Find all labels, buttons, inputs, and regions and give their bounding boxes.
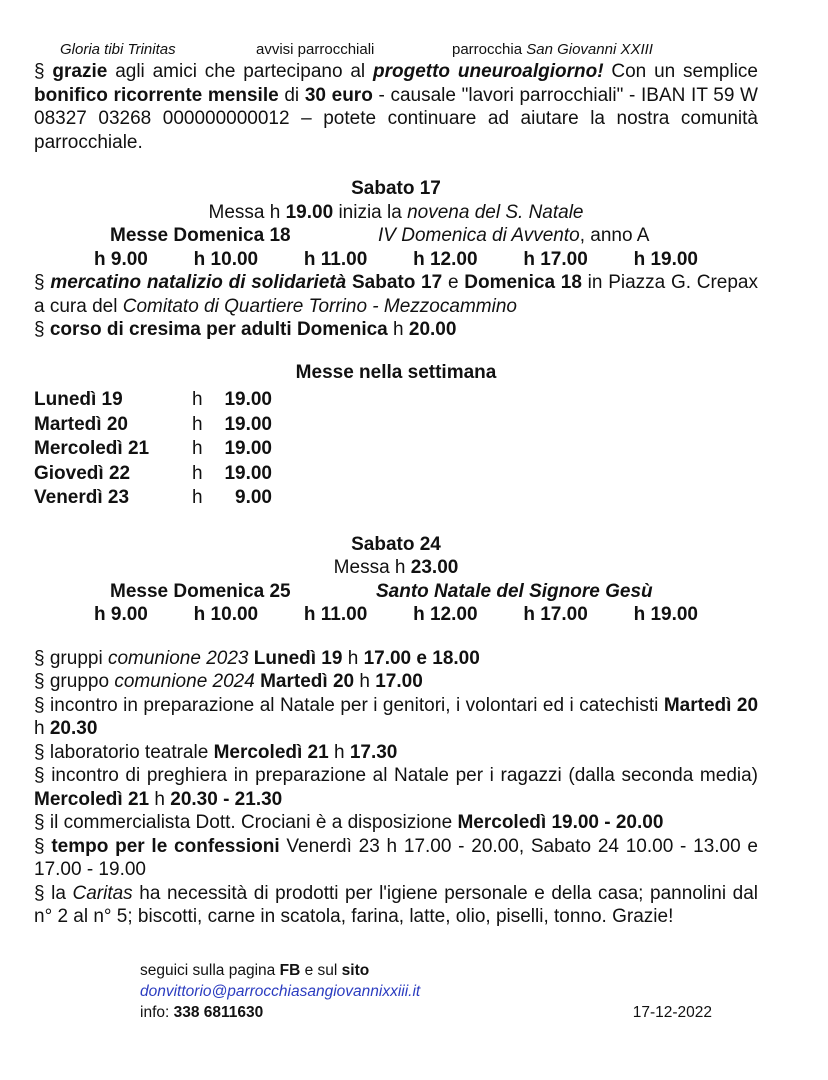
notice-confessioni: § tempo per le confessioni Venerdì 23 h 17.00 - 20.00, Sabato 24 10.00 - 13.00 e 17.00 - 19.00	[34, 835, 759, 880]
notice-incontro-genitori: § incontro in preparazione al Natale per i genitori, i volontari ed i catechisti Martedì 20 h 20.30	[34, 694, 759, 739]
mass-time: h 11.00	[303, 604, 368, 625]
domenica-25-heading: Messe Domenica 25 Santo Natale del Signore Gesù	[110, 580, 653, 602]
table-row: Giovedì 22 h 19.00	[34, 462, 272, 484]
sabato-17-mass: Messa h 19.00 inizia la novena del S. Natale	[208, 201, 584, 223]
page-footer	[140, 960, 712, 1023]
table-row: Mercoledì 21 h 19.00	[34, 438, 272, 459]
mass-time: h 11.00	[303, 248, 368, 270]
notice-laboratorio: § laboratorio teatrale Mercoledì 21 h 17.30	[34, 741, 398, 763]
domenica-25-times	[34, 603, 758, 627]
domenica-18-times	[34, 248, 758, 272]
table-row: Venerdì 23 h 9.00	[34, 487, 272, 508]
mass-time: h 9.00	[94, 604, 148, 625]
footer-info: info: 338 6811630	[140, 1004, 264, 1021]
weekday-masses-table	[34, 388, 758, 511]
email-link[interactable]: donvittorio@parrocchiasangiovannixxiii.it	[140, 983, 421, 1000]
mercatino-notice: § mercatino natalizio di solidarietà Sabato 17 e Domenica 18 in Piazza G. Crepax a cura del Comitato di Quartiere Torrino - Mezzocammino	[34, 272, 758, 317]
mass-time: h 9.00	[94, 248, 148, 270]
sabato-24-mass: Messa h 23.00	[333, 557, 459, 578]
settimana-title: Messe nella settimana	[295, 361, 497, 383]
header-motto: Gloria tibi Trinitas	[60, 41, 176, 58]
donation-paragraph: § grazie agli amici che partecipano al progetto uneuroalgiorno! Con un semplice bonifico ricorrente mensile di 30 euro - causale "lavori parrocchiali" - IBAN IT 59 W 08327 03268 000000000012 – potete continuare ad aiutare la nostra comunità parrocchiale.	[34, 61, 759, 153]
mass-time: h 19.00	[633, 248, 698, 270]
mass-time: h 17.00	[523, 604, 588, 625]
notice-comunione-2024: § gruppo comunione 2024 Martedì 20 h 17.00	[34, 671, 423, 692]
table-row: Lunedì 19 h 19.00	[34, 389, 272, 410]
domenica-18-heading: Messe Domenica 18 IV Domenica di Avvento, anno A	[110, 225, 650, 246]
mass-time: h 17.00	[523, 248, 588, 270]
notice-comunione-2023: § gruppi comunione 2023 Lunedì 19 h 17.00 e 18.00	[34, 647, 480, 669]
header-parish: parrocchia San Giovanni XXIII	[452, 41, 653, 58]
mass-time: h 19.00	[633, 604, 698, 625]
mass-time: h 12.00	[413, 248, 478, 270]
table-row: Martedì 20 h 19.00	[34, 413, 272, 435]
sabato-24-title: Sabato 24	[351, 533, 441, 555]
page-header	[34, 38, 758, 60]
mass-time: h 10.00	[193, 248, 259, 270]
bulletin-date: 17-12-2022	[632, 1004, 712, 1021]
mass-time: h 12.00	[413, 604, 478, 625]
bulletin-page	[34, 38, 758, 929]
notice-caritas: § la Caritas ha necessità di prodotti per l'igiene personale e della casa; pannolini dal n° 2 al n° 5; biscotti, carne in scatola, farina, latte, olio, piselli, tonno. Grazie!	[34, 882, 758, 927]
notice-commercialista: § il commercialista Dott. Crociani è a disposizione Mercoledì 19.00 - 20.00	[34, 812, 664, 833]
notice-preghiera-ragazzi: § incontro di preghiera in preparazione al Natale per i ragazzi (dalla seconda media) Mercoledì 21 h 20.30 - 21.30	[34, 765, 758, 810]
sabato-17-title: Sabato 17	[351, 178, 441, 199]
footer-follow: seguici sulla pagina FB e sul sito	[140, 962, 370, 979]
cresima-notice: § corso di cresima per adulti Domenica h 20.00	[34, 319, 457, 340]
header-section: avvisi parrocchiali	[256, 41, 375, 58]
mass-time: h 10.00	[193, 604, 259, 625]
